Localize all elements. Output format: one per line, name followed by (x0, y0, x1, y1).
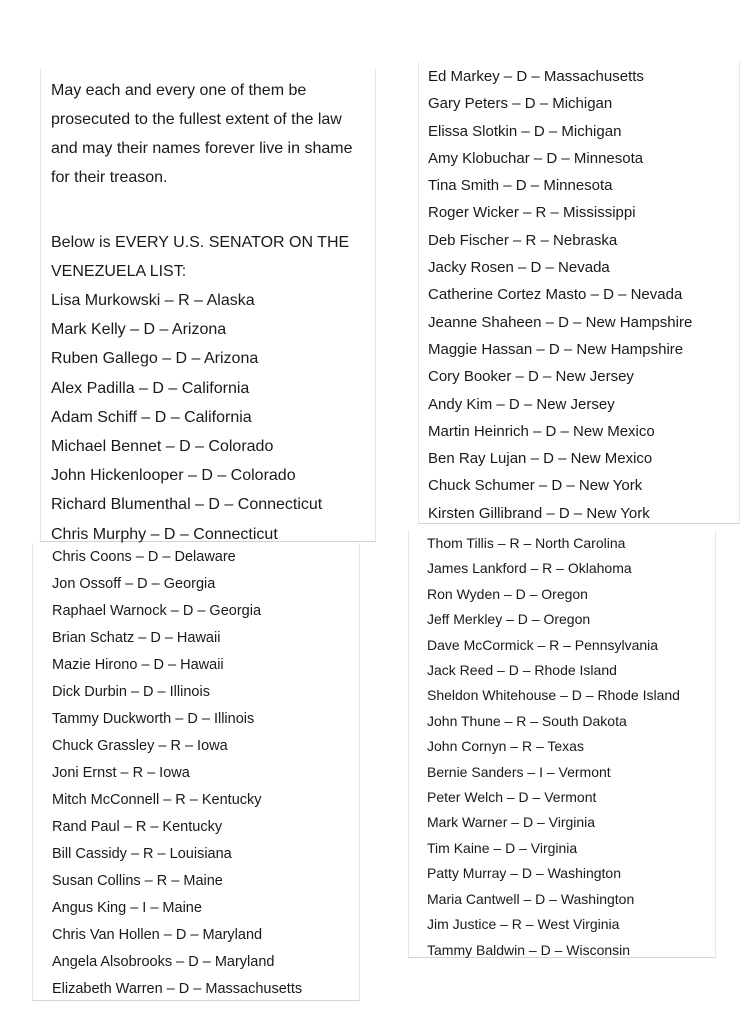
senator-entry: Rand Paul – R – Kentucky (52, 819, 223, 835)
senator-entry: Mark Warner – D – Virginia (427, 814, 596, 831)
senator-entry: Angus King – I – Maine (52, 900, 202, 916)
senator-entry: John Thune – R – South Dakota (427, 712, 627, 729)
senator-entry: Brian Schatz – D – Hawaii (52, 630, 221, 646)
senator-entry: Jeff Merkley – D – Oregon (427, 611, 591, 628)
senator-entry: Deb Fischer – R – Nebraska (428, 231, 618, 249)
senator-entry: Dave McCormick – R – Pennsylvania (427, 636, 659, 653)
senator-list (428, 63, 739, 527)
senator-entry: Ruben Gallego – D – Arizona (51, 350, 259, 368)
senator-entry: Martin Heinrich – D – New Mexico (428, 422, 655, 440)
senator-entry: Tammy Duckworth – D – Illinois (52, 711, 255, 727)
senator-list-panel-bottom-right (408, 530, 716, 958)
senator-entry: Elizabeth Warren – D – Massachusetts (52, 981, 303, 997)
senator-entry: Mark Kelly – D – Arizona (51, 321, 227, 339)
senator-entry: Chuck Schumer – D – New York (428, 477, 643, 495)
senator-entry: Chris Van Hollen – D – Maryland (52, 927, 263, 943)
senator-entry: Alex Padilla – D – California (51, 379, 250, 397)
senator-entry: Bill Cassidy – R – Louisiana (52, 846, 232, 862)
senator-entry: Adam Schiff – D – California (51, 408, 252, 426)
senator-entry: Andy Kim – D – New Jersey (428, 395, 615, 413)
senator-entry: Chuck Grassley – R – Iowa (52, 738, 228, 754)
senator-entry: Kirsten Gillibrand – D – New York (428, 504, 650, 522)
senator-entry: Ron Wyden – D – Oregon (427, 585, 588, 602)
senator-entry: Jeanne Shaheen – D – New Hampshire (428, 313, 693, 331)
senator-entry: Richard Blumenthal – D – Connecticut (51, 496, 323, 514)
senator-list-panel-top-left (40, 68, 376, 542)
senator-entry: Maria Cantwell – D – Washington (427, 890, 635, 907)
senator-entry: Bernie Sanders – I – Vermont (427, 763, 611, 780)
senator-list-panel-bottom-left (32, 543, 360, 1001)
senator-entry: Jacky Rosen – D – Nevada (428, 259, 610, 277)
intro-paragraph: May each and every one of them be prosecuted to the fullest extent of the law and may their names forever live in shame for their treason. (51, 82, 353, 186)
senator-entry: Maggie Hassan – D – New Hampshire (428, 340, 684, 358)
senator-entry: Thom Tillis – R – North Carolina (427, 535, 626, 551)
senator-entry: Tammy Baldwin – D – Wisconsin (427, 941, 631, 958)
senator-entry: Sheldon Whitehouse – D – Rhode Island (427, 687, 680, 704)
senator-entry: Tim Kaine – D – Virginia (427, 839, 578, 856)
paragraph-spacer (51, 192, 375, 220)
senator-entry: Mazie Hirono – D – Hawaii (52, 657, 224, 673)
senator-entry: John Hickenlooper – D – Colorado (51, 467, 296, 485)
senator-entry: John Cornyn – R – Texas (427, 738, 584, 755)
senator-entry: Mitch McConnell – R – Kentucky (52, 792, 262, 808)
senator-entry: Michael Bennet – D – Colorado (51, 438, 274, 456)
senator-list-panel-top-right (418, 62, 740, 524)
senator-entry: Jon Ossoff – D – Georgia (52, 576, 216, 592)
senator-entry: Chris Murphy – D – Connecticut (51, 525, 278, 543)
senator-entry: Jim Justice – R – West Virginia (427, 916, 620, 933)
senator-entry: Ben Ray Lujan – D – New Mexico (428, 450, 653, 468)
senator-entry: Ed Markey – D – Massachusetts (428, 68, 644, 85)
list-heading: Below is EVERY U.S. SENATOR ON THE VENEZUELA LIST: (51, 234, 350, 280)
senator-entry: Joni Ernst – R – Iowa (52, 765, 190, 781)
senator-entry: Gary Peters – D – Michigan (428, 95, 613, 113)
senator-entry: Lisa Murkowski – R – Alaska (51, 292, 255, 309)
senator-list (51, 286, 375, 549)
senator-entry: Chris Coons – D – Delaware (52, 549, 236, 565)
senator-entry: Peter Welch – D – Vermont (427, 789, 597, 806)
senator-entry: Dick Durbin – D – Illinois (52, 684, 210, 700)
senator-entry: Elissa Slotkin – D – Michigan (428, 122, 622, 140)
senator-entry: Patty Murray – D – Washington (427, 865, 622, 882)
senator-entry: Susan Collins – R – Maine (52, 873, 223, 889)
senator-entry: Roger Wicker – R – Mississippi (428, 204, 636, 222)
senator-entry: Angela Alsobrooks – D – Maryland (52, 954, 275, 970)
senator-entry: James Lankford – R – Oklahoma (427, 560, 632, 577)
senator-entry: Amy Klobuchar – D – Minnesota (428, 149, 644, 167)
senator-entry: Catherine Cortez Masto – D – Nevada (428, 286, 683, 304)
senator-entry: Jack Reed – D – Rhode Island (427, 662, 617, 679)
senator-list (52, 544, 359, 1003)
senator-entry: Cory Booker – D – New Jersey (428, 368, 634, 386)
senator-entry: Tina Smith – D – Minnesota (428, 177, 613, 195)
senator-list (427, 531, 715, 963)
senator-entry: Raphael Warnock – D – Georgia (52, 603, 262, 619)
